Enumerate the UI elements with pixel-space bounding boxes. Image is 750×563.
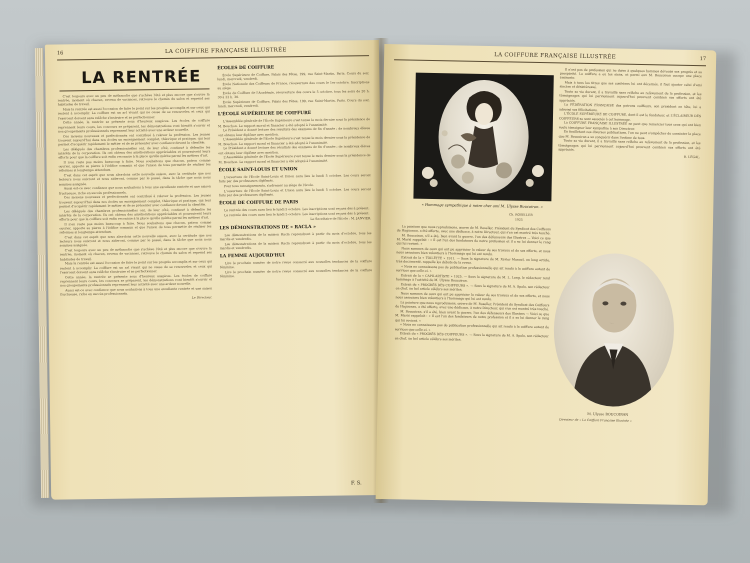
left-header-rule <box>57 55 369 60</box>
paragraph: Lire le prochain numéro de notre revue consacré aux nouvelles tendances de la coiffure féminine. <box>220 268 373 279</box>
right-page <box>376 44 717 505</box>
left-page <box>45 40 385 500</box>
right-column-1 <box>392 224 551 492</box>
paragraph: En feuilletant ces diverses publications, l'on ne peut s'empêcher de constater la place que M. Boucoiran a su conquérir dans l'estime de tous. <box>558 129 701 140</box>
paragraph: L'ouverture de l'École Saint-Louis et Union aura lieu le lundi 5 octobre. Les cours seront faits par des professeurs diplômés. <box>218 186 371 198</box>
section-heading: LA FEMME AUJOURD'HUI <box>219 253 285 260</box>
paragraph: Nous sommes de ceux qui ont pu apprécier la valeur de ses travaux et de ses efforts, et nous nous associons bien volontiers à l'hommage qui lui est rendu. <box>395 291 550 302</box>
left-column-2 <box>217 60 375 482</box>
portrait-caption-name: M. Ulysse BOUCOIRAN <box>587 412 629 417</box>
left-signature: F. S. <box>350 480 362 487</box>
right-column-2 <box>556 67 701 250</box>
paragraph: Toute sa vie durant, il a travaillé sans relâche au relèvement de la profession, et les témoignages qui lui parviennent aujourd'hui prouvent combien ses efforts ont été appréciés. <box>558 138 701 152</box>
paragraph: Mais la rentrée est aussi l'occasion de faire le point sur les progrès accomplis et sur ceux qui restent à accomplir. La coiffure est un art vivant qui ne cesse de se renouveler, et ceux qui l'exercent doivent sans relâche s'instruire et se perfectionner. <box>57 105 210 121</box>
paragraph: Ces moyens nouveaux et perfectionnés ont contribué à relever la profession. Les jeunes trouvent aujourd'hui dans nos écoles un enseignement complet, théorique et pratique, qui leur permet d'acquérir rapidement le métier et de se présenter avec confiance devant la clientèle. <box>59 193 212 209</box>
left-folio: 16 <box>56 50 64 57</box>
artwork-frame <box>413 73 553 202</box>
paragraph: Extrait du « PROGRÈS DES COIFFEURS ». — Sous la signature de M. A. Spala, son rédacteur en chef, un bel article célèbre ses mérites. <box>394 331 549 342</box>
paragraph: Les délégués des chambres professionnelles ont, de leur côté, continué à défendre les intérêts de la corporation. Ils ont obtenu des améliorations appréciables et poursuivent leurs efforts pour que la coiffure soit enfin reconnue à la place qu'elle mérite parmi les métiers d'art. <box>58 145 211 160</box>
left-column-1 <box>58 92 216 489</box>
paragraph: Extrait de la « TOILETTE » 1911. — Sous la signature de M. Xavier Manuel, un long article, très documenté, rappelle les débuts de la revue. <box>396 255 551 266</box>
paragraph: C'est toujours avec un peu de mélancolie que s'achève l'été et plus encore que s'ouvre la rentrée, moment où chacun, revenu de vacances, retrouve le chemin du salon et reprend ses habitudes de travail. <box>57 92 210 107</box>
flower-decoration <box>413 73 553 202</box>
paragraph: Il n'est pas de profession qui ne doive à quelques hommes dévoués ses progrès et sa prospérité. La coiffure a eu les siens, et parmi eux M. Boucoiran occupe une place éminente. <box>559 67 702 81</box>
paragraph: Nous sommes de ceux qui ont pu apprécier la valeur de ses travaux et de ses efforts, et nous nous associons bien volontiers à l'hommage qui lui est rendu. <box>396 246 551 257</box>
artwork-signature: Ch. ROSELLER <box>509 212 533 217</box>
paragraph: Les délégués des chambres professionnelles ont, de leur côté, continué à défendre les intérêts de la corporation. Ils ont obtenu des améliorations appréciables et poursuivent leurs efforts pour que la coiffure soit enfin reconnue à la place qu'elle mérite parmi les métiers d'art. <box>59 207 212 222</box>
paragraph: C'est dans cet esprit que nous abordons cette nouvelle saison, avec la certitude que nos lecteurs nous suivront et nous aideront, comme par le passé, dans la tâche que nous nous sommes assignée. <box>58 171 211 187</box>
col1-footer: Le Directeur. <box>191 295 213 300</box>
paragraph: Extrait du « PROGRÈS DES COIFFEURS ». — Sous la signature de M. A. Spala, son rédacteur en chef, un bel article célèbre ses mérites. <box>395 282 550 292</box>
section-heading: ÉCOLE SAINT-LOUIS ET UNION <box>218 166 298 174</box>
paragraph: Mais à tous les titres que ses confrères lui ont décernés, il faut ajouter celui d'ami sincère et désintéressé. <box>559 80 702 90</box>
paragraph: Les démonstrations de la maison Racla reprendront à partir du mois d'octobre, tous les mardis et vendredis. <box>219 230 372 242</box>
paragraph: École Nationale des Coiffeurs de France, réouverture des cours le 1er octobre. Inscriptions au siège. <box>217 80 370 91</box>
paragraph: Toute sa vie durant, il a travaillé sans relâche au relèvement de la profession, et les témoignages qui lui parviennent aujourd'hui prouvent combien ses efforts ont été appréciés. <box>559 89 702 103</box>
right-header-rule <box>394 59 706 66</box>
paragraph: L'ouverture de l'École Saint-Louis et Union aura lieu le lundi 5 octobre. Les cours seront faits par des professeurs diplômés. <box>218 172 371 184</box>
artwork-year: 1925 <box>514 217 523 222</box>
portrait-caption-role: Directeur de « La Coiffure Française Illustrée » <box>559 417 632 423</box>
paragraph: Cette année, la rentrée se présente sous d'heureux auspices. Les écoles de coiffure reprennent leurs cours, les concours se préparent, les démonstrations vont bientôt s'ouvrir et nos groupements professionnels reprennent leur activité avec une ardeur nouvelle. <box>57 118 211 134</box>
paragraph: M. Boucoiran, s'il a été, bien avant la guerre, l'un des défenseurs des Illustres — Voici ce que M. Marié rappelait : « Il est l'un des fondateurs de notre profession et il a su lui donner le rang qui lui revient. » <box>395 309 550 323</box>
paragraph: Mais la rentrée est aussi l'occasion de faire le point sur les progrès accomplis et sur ceux qui restent à accomplir. La coiffure est un art vivant qui ne cesse de se renouveler, et ceux qui l'exercent doivent sans relâche s'instruire et se perfectionner. <box>59 259 212 275</box>
paragraph: « Nous ne connaissons pas de publication professionnelle qui ait rendu à la coiffure autant de services que celle-ci. » <box>394 322 549 332</box>
right-folio: 17 <box>699 56 707 63</box>
paragraph: Lire le prochain numéro de notre revue consacré aux nouvelles tendances de la coiffure féminine. <box>219 259 372 270</box>
right-running-head: LA COIFFURE FRANÇAISE ILLUSTRÉE <box>494 52 616 61</box>
paragraph: La rentrée des cours aura lieu le lundi 5 octobre. Les inscriptions sont reçues dès à présent. <box>224 210 370 218</box>
paragraph: Aussi est-ce avec confiance que nous souhaitons à tous une excellente rentrée et une saison fructueuse, riche en succès professionnels. <box>60 286 213 297</box>
section-heading: ÉCOLE DE COIFFURE DE PARIS <box>219 200 299 207</box>
paragraph: M. Boucoiran, s'il a été, bien avant la guerre, l'un des défenseurs des Illustres — Voici ce que M. Marié rappelait : « Il est l'un des fondateurs de notre profession et il a su lui donner le rang qui lui revient. » <box>396 233 551 247</box>
magazine-spread <box>38 30 718 500</box>
paragraph: Pour tous renseignements, s'adresser au siège de l'école. <box>223 182 314 189</box>
section-heading: L'ÉCOLE SUPÉRIEURE DE COIFFURE <box>217 111 312 118</box>
paragraph: Les démonstrations de la maison Racla reprendront à partir du mois d'octobre, tous les mardis et vendredis. <box>219 239 372 251</box>
section-heading: LES DÉMONSTRATIONS DE « RACLA » <box>219 224 316 232</box>
paragraph: C'est dans cet esprit que nous abordons cette nouvelle saison, avec la certitude que nos lecteurs nous suivront et nous aideront, comme par le passé, dans la tâche que nous nous sommes assignée. <box>59 233 212 248</box>
left-running-head: LA COIFFURE FRANÇAISE ILLUSTRÉE <box>164 47 287 56</box>
paragraph: Le Président a donné lecture des résultats des examens de fin d'année ; de nombreux élèves ont obtenu leur diplôme avec mention. <box>218 144 371 155</box>
paragraph: Le Président a donné lecture des résultats des examens de fin d'année ; de nombreux élèves ont obtenu leur diplôme avec mention. <box>218 126 371 137</box>
portrait-oval <box>552 252 675 407</box>
col2-signature: R. LEGAL. <box>683 154 701 159</box>
paragraph: Aussi est-ce avec confiance que nous souhaitons à tous une excellente rentrée et une saison fructueuse, riche en succès professionnels. <box>58 184 211 196</box>
section-heading: ÉCOLES DE COIFFURE <box>217 65 275 72</box>
paragraph: L'Assemblée générale de l'École Supérieure s'est tenue le mois dernier sous la présidence de M. Bouchon. Le rapport moral et financier a été adopté à l'unanimité. <box>217 117 370 128</box>
paragraph: L'ÉCOLE SUPÉRIEURE DE COIFFURE, dont il est le fondateur, et L'ÉCLAIREUR DES COIFFEURS se sont associés à cet hommage. <box>558 111 702 122</box>
paragraph: La FÉDÉRATION FRANÇAISE des patrons coiffeurs, son président en tête, lui a adressé ses félicitations. <box>559 102 702 112</box>
paragraph: Il n'en reste pas moins beaucoup à faire. Nous souhaitons que chacun, patron comme ouvrier, apporte sa pierre à l'édifice commun et que l'union de tous permette de réaliser les réformes si longtemps attendues. <box>59 220 212 235</box>
paragraph: La peinture que nous reproduisons, œuvre de M. Roseller, Président du Syndicat des Coiffeurs de Haguenau, a été offerte, avec une dédicace, à notre Directeur, qui s'en est montré très touché. <box>395 300 550 312</box>
paragraph: La COIFFURE FRANÇAISE ILLUSTRÉE ne peut que remercier tous ceux qui ont bien voulu témoigner leur sympathie à son Directeur. <box>558 120 701 131</box>
title-rule <box>59 88 209 91</box>
artwork-caption: « Hommage sympathique à notre cher ami M. Ulysse Boucoiran. » <box>421 202 543 210</box>
man-portrait-photo <box>552 252 675 407</box>
paragraph: Ces moyens nouveaux et perfectionnés ont contribué à relever la profession. Les jeunes trouvent aujourd'hui dans nos écoles un enseignement complet, théorique et pratique, qui leur permet d'acquérir rapidement le métier et de se présenter avec confiance devant la clientèle. <box>58 131 211 147</box>
paragraph: École Supérieure de Coiffure, Palais des Fêtes, 199, rue Saint-Martin, Paris. Cours du soir, lundi, mercredi, vendredi. <box>217 98 370 109</box>
paragraph: L'Assemblée générale de l'École Supérieure s'est tenue le mois dernier sous la présidence de M. Bouchon. Le rapport moral et financier a été adopté à l'unanimité. <box>218 135 371 146</box>
paragraph: École Supérieure de Coiffure, Palais des Fêtes, 199, rue Saint-Martin, Paris. Cours du soir, lundi, mercredi, vendredi. <box>217 71 370 82</box>
paragraph: L'Assemblée générale de l'École Supérieure s'est tenue le mois dernier sous la présidence de M. Bouchon. Le rapport moral et financier a été adopté à l'unanimité. <box>218 153 371 164</box>
paragraph: Extrait de la « CAPILARTISTE » 1925. — Sous la signature de M. L. Long, le rédacteur rend hommage à l'activité de M. Ulysse Boucoiran. <box>395 273 550 284</box>
paragraph: Il n'en reste pas moins beaucoup à faire. Nous souhaitons que chacun, patron comme ouvrier, apporte sa pierre à l'édifice commun et que l'union de tous permette de réaliser les réformes si longtemps attendues. <box>58 158 211 173</box>
paragraph: Cette année, la rentrée se présente sous d'heureux auspices. Les écoles de coiffure reprennent leurs cours, les concours se préparent, les démonstrations vont bientôt s'ouvrir et nos groupements professionnels reprennent leur activité avec une ardeur nouvelle. <box>60 273 213 288</box>
paragraph: C'est toujours avec un peu de mélancolie que s'achève l'été et plus encore que s'ouvre la rentrée, moment où chacun, revenu de vacances, retrouve le chemin du salon et reprend ses habitudes de travail. <box>59 246 212 262</box>
paragraph: Le Secrétaire de l'École : M. JANVIER. <box>310 215 372 221</box>
paragraph: La peinture que nous reproduisons, œuvre de M. Roseller, Président du Syndicat des Coiffeurs de Haguenau, a été offerte, avec une dédicace, à notre Directeur, qui s'en est montré très touché. <box>396 224 551 236</box>
paragraph: « Nous ne connaissons pas de publication professionnelle qui ait rendu à la coiffure autant de services que celle-ci. » <box>395 264 551 274</box>
paragraph: École de Coiffure de l'Académie, réouverture des cours le 5 octobre, tous les soirs de 20 h. 30 à 22 h. 30. <box>217 89 370 100</box>
article-title: LA RENTRÉE <box>81 66 202 88</box>
paragraph: La rentrée des cours aura lieu le lundi 5 octobre. Les inscriptions sont reçues dès à présent. <box>224 206 370 213</box>
